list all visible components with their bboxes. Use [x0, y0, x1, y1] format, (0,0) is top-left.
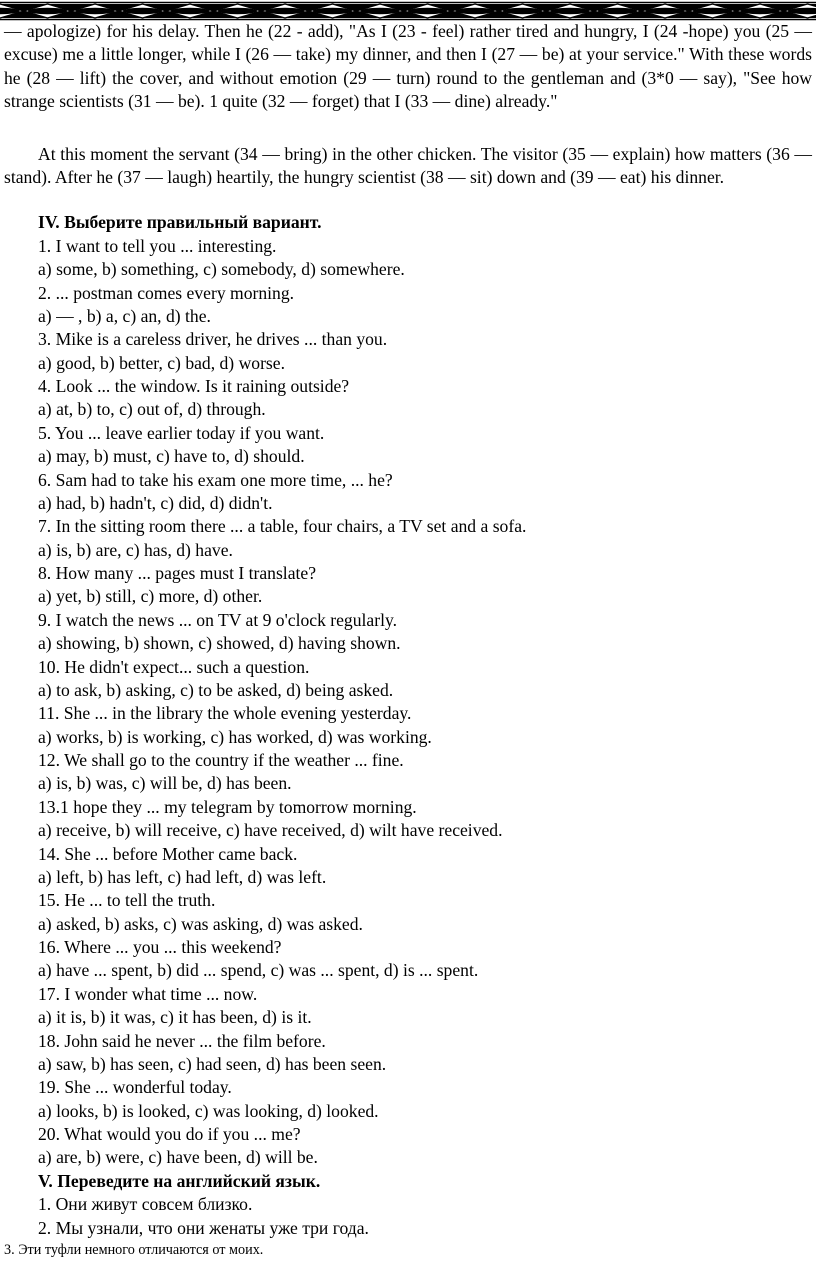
question-text: 20. What would you do if you ... me? [38, 1124, 301, 1144]
question-text: 6. Sam had to take his exam one more time, ... he? [38, 470, 393, 490]
answer-options: a) works, b) is working, c) has worked, d) was working. [38, 727, 432, 747]
question-text: 19. She ... wonderful today. [38, 1077, 232, 1097]
border-link [740, 8, 780, 14]
question-text: 15. He ... to tell the truth. [38, 890, 216, 910]
passage-paragraph-2-text: At this moment the servant (34 — bring) in the other chicken. The visitor (35 — explain) how matters (36 — stand). After he (37 — laugh) heartily, the hungry scientist (38 — sit) down and (39 — eat) his dinner. [4, 144, 812, 188]
passage-paragraph-2 [4, 143, 812, 190]
translation-sentence: 1. Они живут совсем близко. [38, 1194, 253, 1214]
answer-options: a) it is, b) it was, c) it has been, d) is it. [38, 1007, 312, 1027]
question-text: 14. She ... before Mother came back. [38, 844, 298, 864]
question-text: 12. We shall go to the country if the weather ... fine. [38, 750, 404, 770]
question-text: 1. I want to tell you ... interesting. [38, 236, 277, 256]
answer-options: a) asked, b) asks, c) was asking, d) was asked. [38, 914, 363, 934]
answer-options: a) had, b) hadn't, c) did, d) didn't. [38, 493, 273, 513]
question-text: 9. I watch the news ... on TV at 9 o'clock regularly. [38, 610, 398, 630]
answer-options: a) good, b) better, c) bad, d) worse. [38, 353, 285, 373]
answer-options: a) is, b) are, c) has, d) have. [38, 540, 233, 560]
border-link [75, 8, 115, 14]
border-link [360, 8, 400, 14]
question-text: 11. She ... in the library the whole evening yesterday. [38, 703, 412, 723]
answer-options: a) receive, b) will receive, c) have received, d) wilt have received. [38, 820, 503, 840]
border-link [693, 8, 733, 14]
question-text: 16. Where ... you ... this weekend? [38, 937, 282, 957]
answer-options: a) left, b) has left, c) had left, d) was left. [38, 867, 327, 887]
decorative-border [0, 0, 816, 22]
answer-options: a) some, b) something, c) somebody, d) somewhere. [38, 259, 405, 279]
border-link [503, 8, 543, 14]
border-link [645, 8, 685, 14]
answer-options: a) are, b) were, c) have been, d) will be. [38, 1147, 318, 1167]
border-link [218, 8, 258, 14]
question-text: 2. ... postman comes every morning. [38, 283, 295, 303]
question-text: 13.1 hope they ... my telegram by tomorrow morning. [38, 797, 417, 817]
border-link [170, 8, 210, 14]
border-link [598, 8, 638, 14]
border-link [313, 8, 353, 14]
section-iv-heading: IV. Выберите правильный вариант. [38, 212, 322, 232]
question-text: 3. Mike is a careless driver, he drives ... than you. [38, 329, 388, 349]
question-text: 4. Look ... the window. Is it raining outside? [38, 376, 350, 396]
answer-options: a) to ask, b) asking, c) to be asked, d) being asked. [38, 680, 394, 700]
border-link [408, 8, 448, 14]
answer-options: a) looks, b) is looked, c) was looking, d) looked. [38, 1101, 379, 1121]
answer-options: a) yet, b) still, c) more, d) other. [38, 586, 263, 606]
question-text: 17. I wonder what time ... now. [38, 984, 258, 1004]
question-text: 10. He didn't expect... such a question. [38, 657, 310, 677]
border-link [123, 8, 163, 14]
question-text: 8. How many ... pages must I translate? [38, 563, 317, 583]
answer-options: a) have ... spent, b) did ... spend, c) was ... spent, d) is ... spent. [38, 960, 479, 980]
border-link [455, 8, 495, 14]
passage-paragraph-1: — apologize) for his delay. Then he (22 - add), "As I (23 - feel) rather tired and hungry, I (24 -hope) you (25 — excuse) me a little longer, while I (26 — take) my dinner, and then I (27 — be) at your service." With these words he (28 — lift) the cover, and without emotion (29 — turn) round to the gentleman and (3*0 — say), "See how strange scientists (31 — be). 1 quite (32 — forget) that I (33 — dine) already." [4, 21, 812, 112]
answer-options: a) saw, b) has seen, c) had seen, d) has been seen. [38, 1054, 387, 1074]
answer-options: a) may, b) must, c) have to, d) should. [38, 446, 305, 466]
translation-sentence: 2. Мы узнали, что они женаты уже три года. [38, 1218, 369, 1238]
border-link [265, 8, 305, 14]
answer-options: a) at, b) to, c) out of, d) through. [38, 399, 266, 419]
border-link [550, 8, 590, 14]
question-text: 5. You ... leave earlier today if you want. [38, 423, 325, 443]
answer-options: a) showing, b) shown, c) showed, d) having shown. [38, 633, 401, 653]
translation-sentence: 3. Эти туфли немного отличаются от моих. [4, 1242, 264, 1258]
question-text: 7. In the sitting room there ... a table, four chairs, a TV set and a sofa. [38, 516, 527, 536]
answer-options: a) is, b) was, c) will be, d) has been. [38, 773, 292, 793]
section-v-heading: V. Переведите на английский язык. [38, 1171, 321, 1191]
question-text: 18. John said he never ... the film before. [38, 1031, 326, 1051]
answer-options: a) — , b) a, c) an, d) the. [38, 306, 211, 326]
border-link [28, 8, 68, 14]
